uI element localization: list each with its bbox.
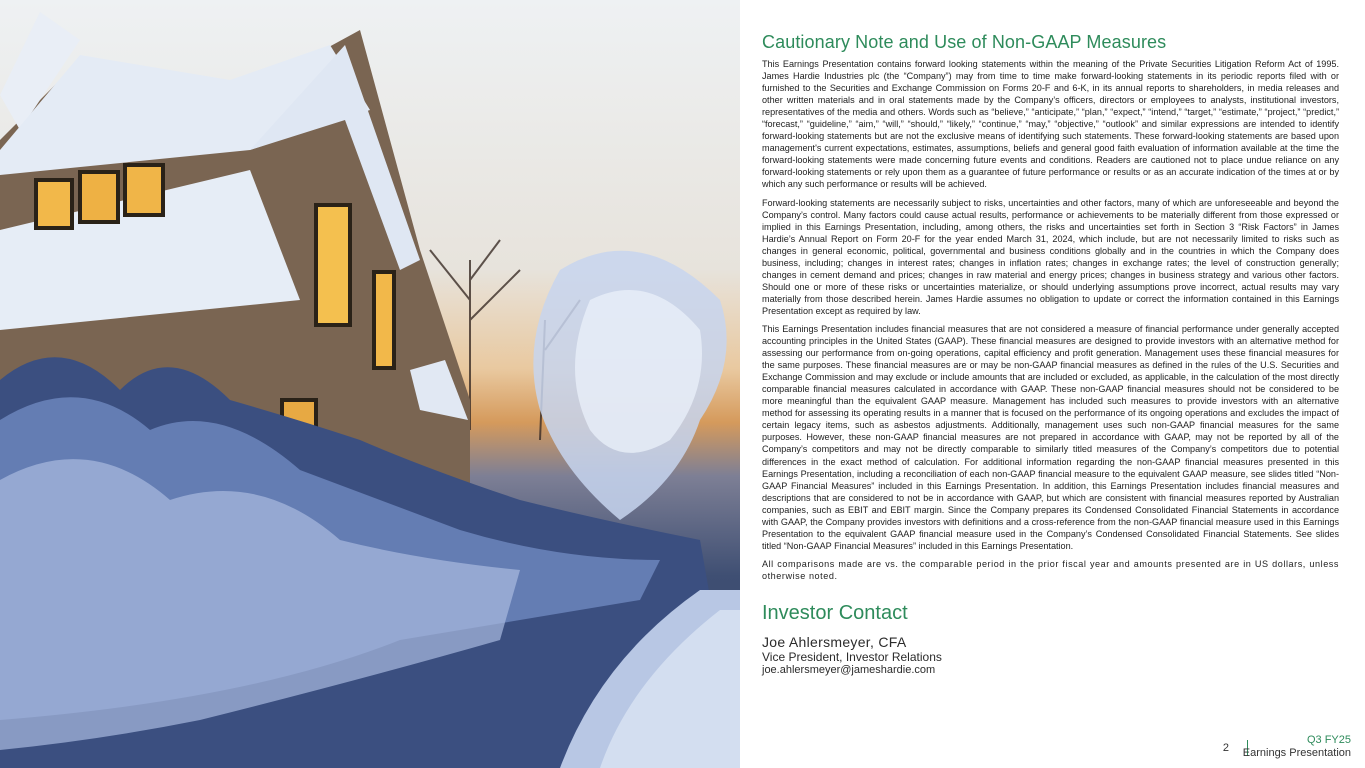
- contact-name: Joe Ahlersmeyer, CFA: [762, 633, 907, 650]
- cautionary-paragraph-comparisons: All comparisons made are vs. the comparable period in the prior fiscal year and amounts presented are in US dollars, unless otherwise noted.: [762, 558, 1339, 581]
- investor-contact-heading: Investor Contact: [762, 601, 908, 624]
- page-number: 2: [1222, 742, 1229, 754]
- footer-quarter: Q3 FY25: [1306, 734, 1351, 746]
- footer: [1243, 734, 1351, 760]
- cautionary-paragraph-risks: Forward-looking statements are necessarily subject to risks, uncertainties and other factors, many of which are unforeseeable and beyond the Company’s control. Many factors could cause actual results, performance or achievements to be materially different from those expressed or implied in this Earnings Presentation, including, among others, the risks and uncertainties set forth in Section 3 “Risk Factors” in James Hardie’s Annual Report on Form 20-F for the year ended March 31, 2024, which include, but are not necessarily limited to risks such as changes in general economic, political, governmental and business conditions globally and in the countries in which the Company does business, including; changes in interest rates; changes in inflation rates; changes in exchange rates; the level of construction generally; changes in cement demand and prices; changes in raw material and energy prices; changes in business strategy and various other factors. Should one or more of these risks or uncertainties materialize, or should underlying assumptions prove incorrect, actual results may vary materially from those described herein. James Hardie assumes no obligation to update or correct the information contained in this Earnings Presentation except as required by law.: [762, 197, 1339, 316]
- cautionary-paragraph-non-gaap: This Earnings Presentation includes financial measures that are not considered a measure of financial performance under generally accepted accounting principles in the United States (GAAP). These financial measures are designed to provide investors with an alternative method for assessing our performance from on-going operations, capital efficiency and profit generation. Management uses these financial measures for the same purposes. These financial measures are or may be non-GAAP financial measures as defined in the rules of the U.S. Securities and Exchange Commission and may exclude or include amounts that are included or excluded, as applicable, in the calculation of the most directly comparable financial measures calculated in accordance with GAAP. These non-GAAP financial measures should not be considered to be more meaningful than the equivalent GAAP measure. Management has included such measures to provide investors with an alternative method for assessing its operating results in a manner that is focused on the performance of its ongoing operations and excludes the impact of certain legacy items, such as asbestos adjustments. Additionally, management uses such non-GAAP financial measures for the same purposes. However, these non-GAAP financial measures are not prepared in accordance with GAAP, may not be reported by all of the Company’s competitors and may not be directly comparable to similarly titled measures of the Company’s competitors due to potential differences in the exact method of calculation. For additional information regarding the non-GAAP financial measures presented in this Earnings Presentation, including a reconciliation of each non-GAAP financial measure to the equivalent GAAP measure, see slides titled “Non-GAAP Financial Measures” included in this Earnings Presentation. In addition, this Earnings Presentation includes financial measures and descriptions that are considered to not be in accordance with GAAP, but which are consistent with financial measures reported by Australian companies, such as EBIT and EBIT margin. Since the Company prepares its Condensed Consolidated Financial Statements in accordance with GAAP, the Company provides investors with definitions and a cross-reference from the non-GAAP financial measure used in this Earnings Presentation to the equivalent GAAP financial measure used in the Company’s Condensed Consolidated Financial Statements. See slides titled “Non-GAAP Financial Measures” included in this Earnings Presentation.: [762, 323, 1339, 551]
- contact-email-link[interactable]: joe.ahlersmeyer@jameshardie.com: [762, 663, 936, 676]
- cautionary-section: [762, 32, 1339, 677]
- cautionary-paragraph-forward-looking: This Earnings Presentation contains forward looking statements within the meaning of the Private Securities Litigation Reform Act of 1995. James Hardie Industries plc (the “Company”) may from time to time make forward-looking statements in its periodic reports filed with or furnished to the Securities and Exchange Commission on Forms 20-F and 6-K, in its annual reports to shareholders, in media releases and other written materials and in oral statements made by the Company’s officers, directors or employees to analysts, institutional investors, representatives of the media and others. Words such as “believe,” “anticipate,” “plan,” “expect,” “intend,” “target,” “estimate,” “project,” “predict,” “forecast,” “guideline,” “aim,” “will,” “should,” “likely,” “continue,” “may,” “objective,” “outlook” and similar expressions are intended to identify forward-looking statements but are not the exclusive means of identifying such statements. These forward-looking statements are based upon management's current expectations, estimates, assumptions, beliefs and general good faith evaluation of information available at the time the forward-looking statements were made concerning future events and conditions. Readers are cautioned not to place undue reliance on any forward-looking statements or rely upon them as a guarantee of future performance or results or as an accurate indication of the times at or by which any such performance or results will be achieved.: [762, 59, 1339, 190]
- cautionary-heading: Cautionary Note and Use of Non-GAAP Measures: [762, 32, 1167, 52]
- contact-title: Vice President, Investor Relations: [762, 649, 942, 664]
- footer-document-title: Earnings Presentation: [1242, 747, 1351, 759]
